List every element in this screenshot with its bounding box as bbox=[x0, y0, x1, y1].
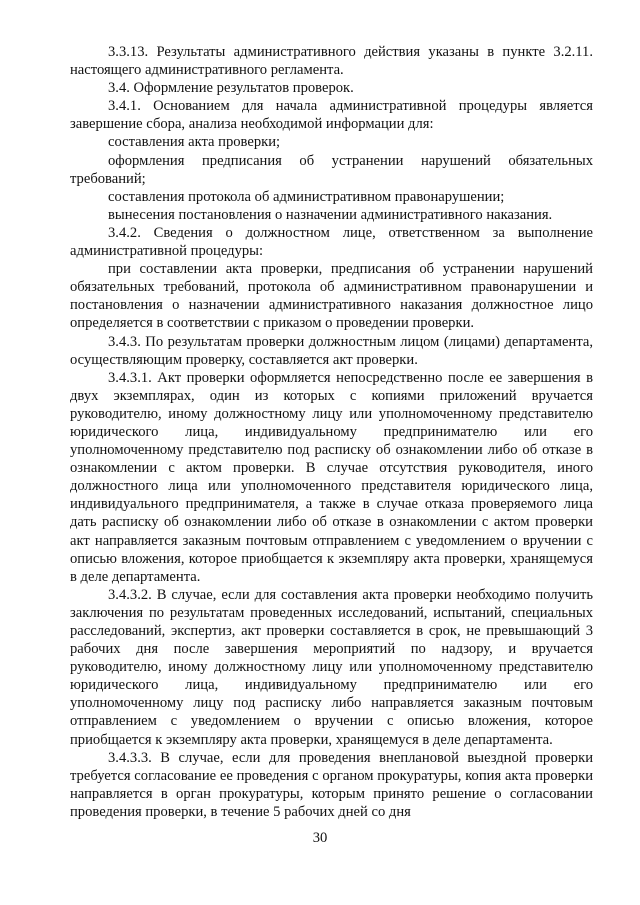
list-item: вынесения постановления о назначении административного наказания. bbox=[108, 206, 553, 223]
paragraph-3-4-2: 3.4.2. Сведения о должностном лице, ответственном за выполнение административной процедуры: bbox=[70, 224, 593, 260]
paragraph-3-4-3-1: 3.4.3.1. Акт проверки оформляется непосредственно после ее завершения в двух экземплярах, один из которых с копиями приложений вручается руководителю, иному должностному лицу или уполномоченному представителю юридического лица, индивидуальному предпринимателю или его уполномоченному представителю под расписку об ознакомлении либо об отказе в ознакомлении с актом проверки. В случае отсутствия руководителя, иного должностного лица или уполномоченного представителя юридического лица, индивидуального предпринимателя, а также в случае отказа проверяемого лица дать расписку об ознакомлении либо об отказе в ознакомлении с актом проверки акт направляется заказным почтовым отправлением с уведомлением о вручении с описью вложения, которое приобщается к экземпляру акта проверки, хранящемуся в деле департамента. bbox=[70, 369, 593, 585]
list-item: составления протокола об административном правонарушении; bbox=[108, 188, 505, 205]
paragraph-3-3-13: 3.3.13. Результаты административного действия указаны в пункте 3.2.11. настоящего административного регламента. bbox=[70, 44, 593, 79]
list-item: составления акта проверки; bbox=[108, 134, 281, 151]
paragraph-responsible-official: при составлении акта проверки, предписания об устранении нарушений обязательных требований, протокола об административном правонарушении и постановления о назначении административного наказания должностное лицо определяется в соответствии с приказом о проведении проверки. bbox=[70, 261, 593, 332]
heading-3-4: 3.4. Оформление результатов проверок. bbox=[108, 80, 354, 97]
list-item: оформления предписания об устранении нарушений обязательных требований; bbox=[70, 152, 593, 187]
page-number: 30 bbox=[312, 830, 328, 846]
paragraph-3-4-1: 3.4.1. Основанием для начала административной процедуры является завершение сбора, анализа необходимой информации для: bbox=[70, 98, 593, 133]
paragraph-3-4-3-3: 3.4.3.3. В случае, если для проведения внеплановой выездной проверки требуется согласование ее проведения с органом прокуратуры, копия акта проверки направляется в орган прокуратуры, которым принято решение о согласовании проведения проверки, в течение 5 рабочих дней со дня bbox=[70, 749, 593, 820]
document-page bbox=[70, 43, 593, 821]
paragraph-3-4-3: 3.4.3. По результатам проверки должностным лицом (лицами) департамента, осуществляющим проверку, составляется акт проверки. bbox=[70, 333, 593, 368]
paragraph-3-4-3-2: 3.4.3.2. В случае, если для составления акта проверки необходимо получить заключения по результатам проведенных исследований, испытаний, специальных расследований, экспертиз, акт проверки составляется в срок, не превышающий 3 рабочих дня после завершения мероприятий по надзору, и вручается руководителю, иному должностному лицу или уполномоченному представителю юридического лица, индивидуальному предпринимателю или его уполномоченному лицу под расписку либо направляется заказным почтовым отправлением с уведомлением о вручении с описью вложения, которое приобщается к экземпляру акта проверки, хранящемуся в деле департамента. bbox=[70, 586, 593, 748]
